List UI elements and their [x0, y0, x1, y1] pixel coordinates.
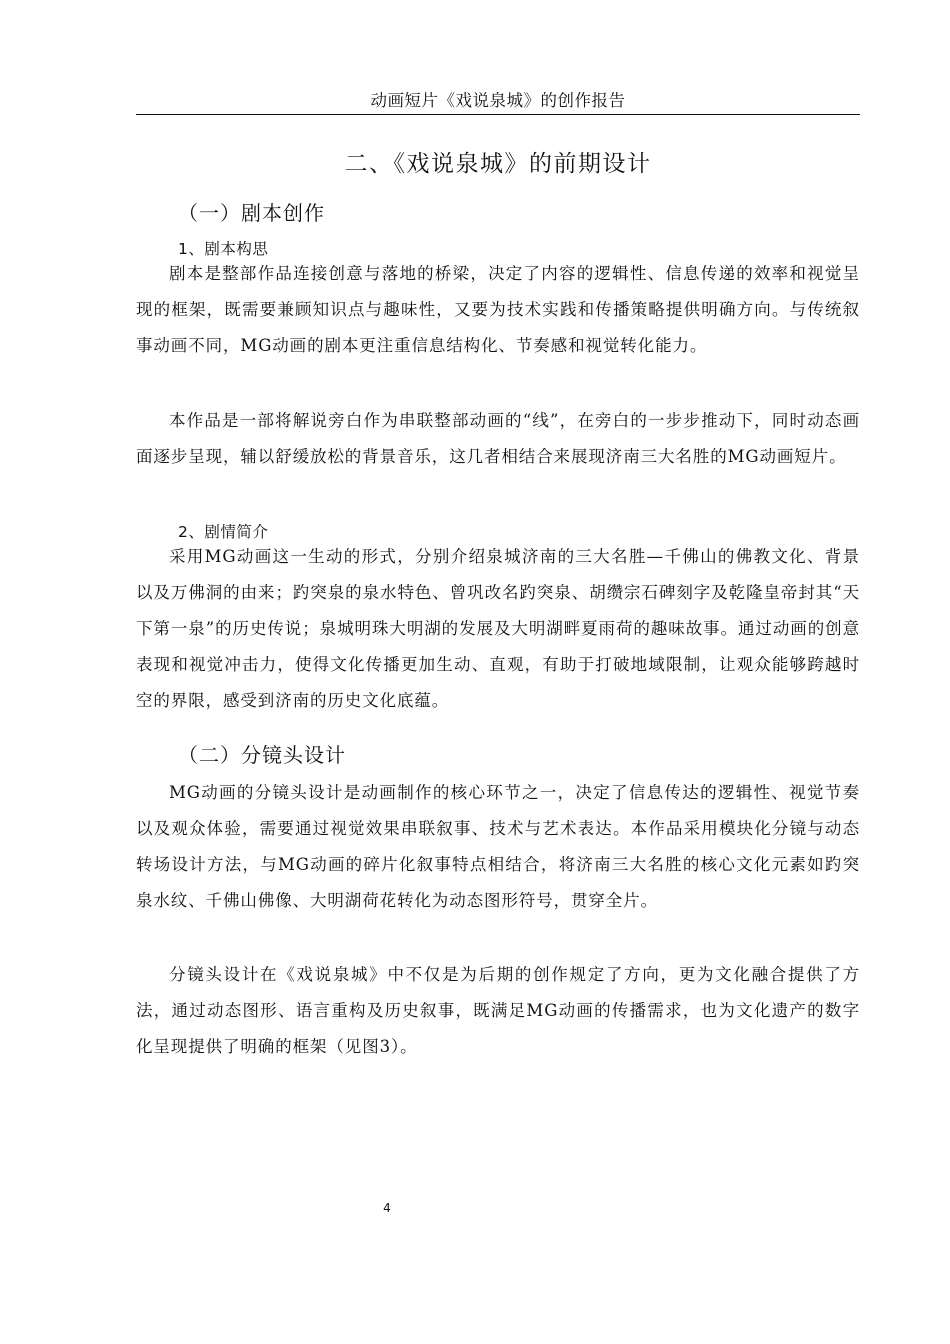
- page-title: 二、《戏说泉城》的前期设计: [344, 151, 652, 177]
- section-heading-storyboard: （二）分镜头设计: [178, 743, 346, 767]
- page-number: 4: [383, 1201, 391, 1215]
- running-header: 动画短片《戏说泉城》的创作报告: [370, 91, 626, 110]
- paragraph-script-concept-2: 本作品是一部将解说旁白作为串联整部动画的“线”，在旁白的一步步推动下，同时动态画面逐步呈现，辅以舒缓放松的背景音乐，这几者相结合来展现济南三大名胜的MG动画短片。: [136, 411, 860, 466]
- paragraph-storyboard-2: 分镜头设计在《戏说泉城》中不仅是为后期的创作规定了方向，更为文化融合提供了方法，通过动态图形、语言重构及历史叙事，既满足MG动画的传播需求，也为文化遗产的数字化呈现提供了明确的框架（见图3）。: [136, 965, 860, 1056]
- paragraph-storyboard-1: MG动画的分镜头设计是动画制作的核心环节之一，决定了信息传达的逻辑性、视觉节奏以及观众体验，需要通过视觉效果串联叙事、技术与艺术表达。本作品采用模块化分镜与动态转场设计方法，与MG动画的碎片化叙事特点相结合，将济南三大名胜的核心文化元素如趵突泉水纹、千佛山佛像、大明湖荷花转化为动态图形符号，贯穿全片。: [136, 783, 860, 910]
- paragraph-plot-summary: 采用MG动画这一生动的形式，分别介绍泉城济南的三大名胜—千佛山的佛教文化、背景以及万佛洞的由来；趵突泉的泉水特色、曾巩改名趵突泉、胡缵宗石碑刻字及乾隆皇帝封其“天下第一泉”的历史传说；泉城明珠大明湖的发展及大明湖畔夏雨荷的趣味故事。通过动画的创意表现和视觉冲击力，使得文化传播更加生动、直观，有助于打破地域限制，让观众能够跨越时空的界限，感受到济南的历史文化底蕴。: [136, 547, 860, 710]
- subsection-heading-script-concept: 1、剧本构思: [178, 240, 269, 258]
- subsection-heading-plot-summary: 2、剧情简介: [178, 523, 269, 541]
- section-heading-script: （一）剧本创作: [178, 201, 325, 225]
- header-divider: [136, 114, 860, 115]
- paragraph-script-concept-1: 剧本是整部作品连接创意与落地的桥梁，决定了内容的逻辑性、信息传递的效率和视觉呈现的框架，既需要兼顾知识点与趣味性，又要为技术实践和传播策略提供明确方向。与传统叙事动画不同，MG动画的剧本更注重信息结构化、节奏感和视觉转化能力。: [136, 264, 860, 355]
